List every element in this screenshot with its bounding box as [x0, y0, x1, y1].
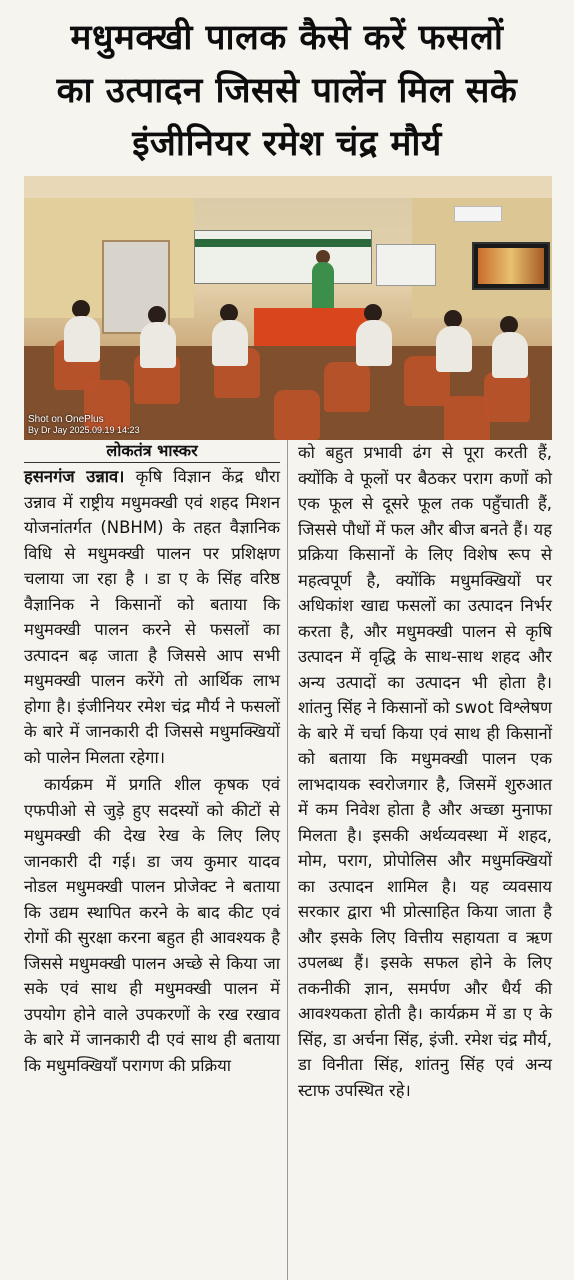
photo-person — [212, 320, 248, 366]
column-divider — [287, 440, 288, 1280]
photo-ac-unit — [454, 206, 502, 222]
watermark-credit: By Dr Jay 2025.09.19 14:23 — [28, 425, 140, 435]
photo-tv-screen — [472, 242, 550, 290]
headline — [0, 0, 574, 170]
article-column-2 — [298, 440, 552, 1103]
event-photo — [24, 176, 552, 440]
photo-whiteboard — [376, 244, 436, 286]
headline-line-3: इंजीनियर रमेश चंद्र मौर्य — [132, 124, 442, 164]
article-text: कृषि विज्ञान केंद्र धौरा उन्नाव में राष्ट्रीय मधुमक्खी एवं शहद मिशन योजनांतर्गत (NBHM) के तहत वैज्ञानिक विधि से मधुमक्खी पालन पर प्रशिक्षण चलाया जा रहा है । डा ए के सिंह वरिष्ठ वैज्ञानिक ने किसानों को बताया कि मधुमक्खी पालन करने से फसलों का उत्पादन बढ़ जाता है जिससे आप सभी मधुमक्खी पालन करेंगे तो आर्थिक लाभ होगा है। इंजीनियर रमेश चंद्र मौर्य ने फसलों के बारे में जानकारी दी जिससे मधुमक्खियों को पालेन मिलता रहेगा। — [24, 467, 280, 767]
article-paragraph: कार्यक्रम में प्रगति शील कृषक एवं एफपीओ से जुड़े हुए सदस्यों को कीटों से मधुमक्खी की देख रेख के लिए लिए जानकारी दी गई। डा जय कुमार यादव नोडल मधुमक्खी पालन प्रोजेक्ट ने बताया कि उद्यम स्थापित करने के बाद कीट एवं रोगों की सुरक्षा करना बहुत ही आवश्यक है जिससे मधुमक्खी पालन अच्छे से किया जा सके एवं साथ ही मधुमक्खी पालन में उपयोग होने वाले उपकरणों के रख रखाव के बारे में जानकारी दी एवं साथ ही बताया कि मधुमक्खियाँ परागण की प्रक्रिया — [24, 775, 280, 1075]
photo-person — [140, 322, 176, 368]
photo-banner — [194, 230, 372, 284]
article-column-1 — [24, 464, 280, 1078]
article-paragraph: को बहुत प्रभावी ढंग से पूरा करती हैं, क्योंकि वे फूलों पर बैठकर पराग कणों को एक फूल से दूसरे फूल तक पहुँचाती हैं, जिससे पौधों में फल और बीज बनते हैं। यह प्रक्रिया किसानों के लिए विशेष रूप से महत्वपूर्ण है, क्योंकि मधुमक्खियों पर अधिकांश खाद्य फसलों का उत्पादन निर्भर करता है, और मधुमक्खी पालन से कृषि उत्पादन में वृद्धि के साथ-साथ शहद और अन्य उत्पादों का उत्पादन भी होता है। शांतनु सिंह ने किसानों को swot विश्लेषण के बारे में चर्चा किया एवं साथ ही किसानों को बताया कि मधुमक्खी पालन एक लाभदायक स्वरोजगार है, जिसमें शुरुआत में कम निवेश होता है और अच्छा मुनाफा मिलता है। इसकी अर्थव्यवस्था में शहद, मोम, पराग, प्रोपोलिस और मधुमक्खियों का उत्पादन शामिल है। यह व्यवसाय सरकार द्वारा भी प्रोत्साहित किया जाता है और इसके लिए वित्तीय सहायता व ऋण उपलब्ध हैं। इसके सफल होने के लिए तकनीकी ज्ञान, समर्पण और धैर्य की आवश्यकता होती है। कार्यक्रम में डा ए के सिंह, डा अर्चना सिंह, इंजी. रमेश चंद्र मौर्य, डा विनीता सिंह, शांतनु सिंह एवं अन्य स्टाफ उपस्थित रहे। — [298, 443, 552, 1100]
photo-ceiling — [24, 176, 552, 198]
photo-chair — [274, 390, 320, 440]
photo-table — [254, 308, 370, 348]
photo-person — [436, 326, 472, 372]
dateline: हसनगंज उन्नाव। — [24, 467, 125, 486]
photo-person — [356, 320, 392, 366]
photo-chair — [484, 372, 530, 422]
headline-line-2: का उत्पादन जिससे पालेंन मिल सके — [56, 71, 518, 111]
photo-person — [492, 332, 528, 378]
photo-speaker — [312, 262, 334, 310]
watermark-camera: Shot on OnePlus — [28, 414, 104, 425]
article-paragraph — [24, 464, 280, 770]
source-rule — [24, 462, 280, 463]
headline-line-1: मधुमक्खी पालक कैसे करें फसलों — [70, 18, 504, 58]
photo-watermark — [28, 414, 140, 436]
photo-chair — [444, 396, 490, 440]
photo-person — [64, 316, 100, 362]
photo-chair — [324, 362, 370, 412]
source-name: लोकतंत्र भास्कर — [106, 441, 198, 460]
